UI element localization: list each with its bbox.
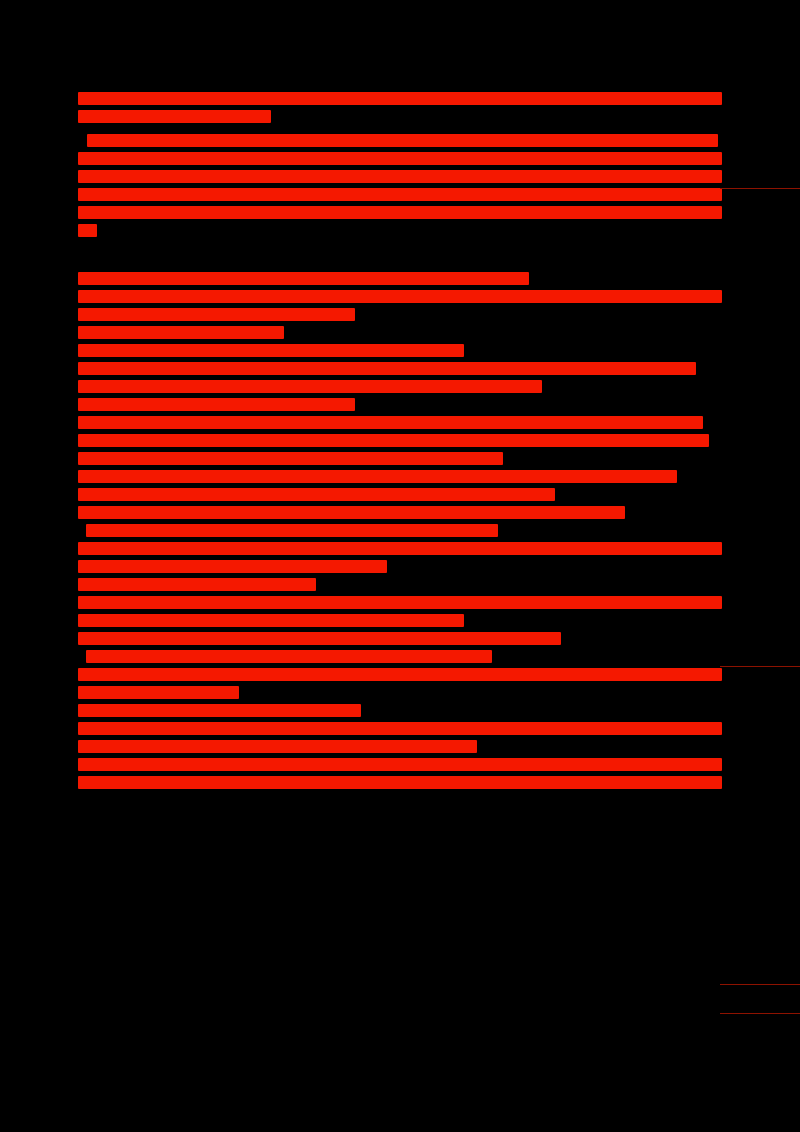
paragraph-1 — [78, 92, 722, 123]
redacted-line — [78, 488, 555, 501]
redacted-line — [78, 92, 722, 105]
redacted-line — [78, 188, 722, 201]
redacted-line — [78, 290, 722, 303]
redacted-line — [78, 416, 703, 429]
redacted-line — [87, 134, 718, 147]
redacted-line — [78, 722, 722, 735]
margin-marker — [720, 1013, 800, 1014]
redacted-line — [78, 398, 355, 411]
redacted-line — [78, 560, 387, 573]
margin-marker — [720, 188, 800, 189]
redacted-line — [78, 380, 542, 393]
margin-marker — [720, 666, 800, 667]
margin-marker — [720, 984, 800, 985]
redacted-line — [78, 224, 97, 237]
redacted-line — [78, 272, 529, 285]
redacted-line — [78, 740, 477, 753]
redacted-line — [78, 362, 696, 375]
redacted-line — [78, 470, 677, 483]
redacted-line — [86, 650, 492, 663]
paragraph-3 — [78, 272, 722, 789]
redacted-line — [78, 704, 361, 717]
redacted-line — [78, 686, 239, 699]
document-body — [78, 92, 722, 794]
redacted-line — [78, 542, 722, 555]
redacted-line — [78, 110, 271, 123]
redacted-line — [78, 776, 722, 789]
redacted-line — [78, 632, 561, 645]
redacted-line — [78, 326, 284, 339]
redacted-line — [78, 170, 722, 183]
redacted-line — [78, 206, 722, 219]
redacted-line — [78, 578, 316, 591]
redacted-line — [78, 434, 709, 447]
redacted-line — [78, 614, 464, 627]
redacted-line — [78, 668, 722, 681]
redacted-line — [86, 524, 498, 537]
section-spacer — [78, 242, 722, 272]
paragraph-2 — [78, 134, 722, 237]
redacted-line — [78, 506, 625, 519]
redacted-line — [78, 308, 355, 321]
redacted-line — [78, 344, 464, 357]
redacted-line — [78, 452, 503, 465]
redacted-line — [78, 596, 722, 609]
redacted-line — [78, 152, 722, 165]
redacted-line — [78, 758, 722, 771]
